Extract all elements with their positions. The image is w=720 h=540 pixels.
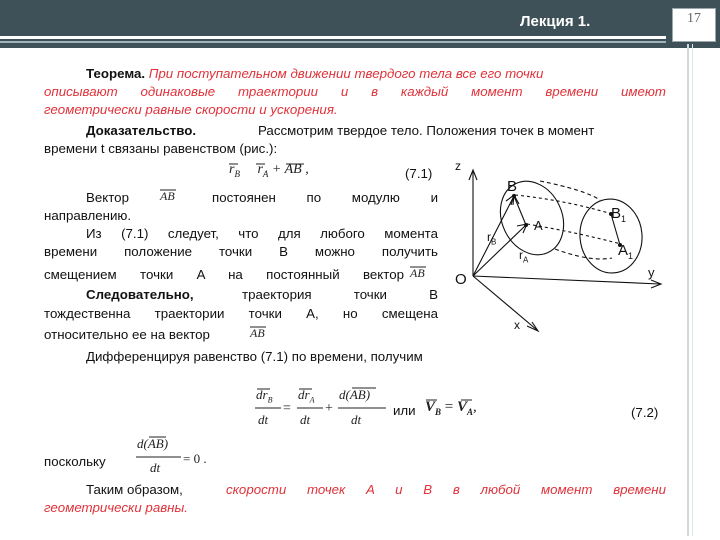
eq72-equals: = bbox=[283, 401, 291, 416]
eq72-label: (7.2) bbox=[631, 405, 659, 420]
eq72-s2: A bbox=[309, 395, 315, 405]
theorem-line-2: описывают одинаковые траектории и в каждый момент времени имеют bbox=[44, 84, 666, 99]
eq71-rb-sub: B bbox=[234, 168, 240, 179]
label-b1-main: B bbox=[611, 205, 622, 222]
eq72-d2: dr bbox=[298, 387, 310, 402]
eq72-frac3-num: d(AB) bbox=[339, 387, 371, 402]
para-therefore: Следовательно, bbox=[86, 287, 194, 302]
para-ab-3: AB bbox=[250, 326, 265, 340]
eq72-vas: A bbox=[467, 407, 474, 417]
para-line-1: постоянен по модулю и bbox=[212, 190, 438, 205]
eq72-s1: B bbox=[267, 395, 273, 405]
theorem-label: Теорема. bbox=[86, 66, 146, 81]
eq72-va: V bbox=[457, 399, 468, 415]
label-b1-sub: 1 bbox=[621, 214, 627, 224]
label-a1 bbox=[618, 242, 633, 265]
eq72-or: или bbox=[393, 403, 416, 418]
point-a bbox=[524, 223, 528, 227]
para-vector-word: Вектор bbox=[86, 190, 129, 205]
label-a1-sub: 1 bbox=[628, 251, 634, 261]
label-z: z bbox=[455, 159, 461, 173]
eq71-ra: r bbox=[257, 162, 263, 177]
eq71-rb: r bbox=[229, 162, 235, 177]
para-ab-1: AB bbox=[160, 189, 175, 203]
page-number: 17 bbox=[672, 8, 716, 42]
since-den: dt bbox=[150, 460, 161, 475]
label-a: A bbox=[534, 218, 543, 233]
conclusion-lead: Таким образом, bbox=[86, 482, 183, 497]
eq72-d1: dr bbox=[256, 387, 268, 402]
para-line-4: времени положение точки B можно получить bbox=[44, 244, 438, 259]
proof-label-text: Доказательство. bbox=[86, 123, 197, 138]
para-line-6: траектория точки B bbox=[242, 287, 438, 302]
theorem-text-1: При поступательном движении твердого тела все его точки bbox=[148, 66, 544, 81]
label-b1 bbox=[611, 205, 626, 228]
eq72-plus: + bbox=[325, 401, 333, 416]
eq72-frac2-den: dt bbox=[300, 412, 311, 427]
proof-line-1: Рассмотрим твердое тело. Положения точек в момент bbox=[258, 123, 595, 138]
label-ra bbox=[519, 246, 528, 269]
since-num: d(AB) bbox=[137, 436, 169, 451]
proof-line-2: времени t связаны равенством (рис.): bbox=[44, 141, 278, 156]
label-b: B bbox=[507, 178, 518, 195]
eq72-comma: , bbox=[473, 399, 477, 415]
y-axis bbox=[473, 276, 660, 284]
trajectory-lower bbox=[555, 249, 612, 259]
eq72-vb: V bbox=[425, 399, 436, 415]
para-line-7: тождественна траектории точки A, но смещена bbox=[44, 306, 438, 321]
eq72-frac3-den: dt bbox=[351, 412, 362, 427]
vector-ab bbox=[514, 196, 526, 225]
para-line-5: смещением точки A на постоянный вектор bbox=[44, 267, 404, 282]
label-ra-sub: A bbox=[523, 255, 529, 265]
label-rb-main: r bbox=[487, 230, 491, 244]
label-origin: O bbox=[455, 271, 467, 288]
eq72-vel-eq: = bbox=[444, 399, 454, 415]
para-line-8: относительно ее на вектор bbox=[44, 327, 210, 342]
para-line-3: Из (7.1) следует, что для любого момента bbox=[86, 226, 438, 241]
eq71-rhs: + AB , bbox=[271, 162, 309, 177]
para-line-2: направлению. bbox=[44, 208, 132, 223]
label-y: y bbox=[648, 265, 655, 280]
x-axis bbox=[473, 276, 537, 330]
para-ab-2: AB bbox=[410, 266, 425, 280]
label-a1-main: A bbox=[618, 242, 629, 259]
conclusion-line-1: скорости точек A и B в любой момент времени bbox=[226, 482, 666, 497]
para-line-9: Дифференцируя равенство (7.1) по времени, получим bbox=[86, 349, 423, 364]
label-rb-sub: B bbox=[491, 237, 497, 247]
label-x: x bbox=[514, 318, 520, 332]
theorem-line-3: геометрически равные скорости и ускорения. bbox=[44, 102, 338, 117]
label-ra-main: r bbox=[519, 248, 523, 262]
eq71-label: (7.1) bbox=[405, 166, 433, 181]
lecture-title: Лекция 1. bbox=[520, 13, 591, 30]
conclusion-line-2: геометрически равны. bbox=[44, 500, 188, 515]
body-position-1 bbox=[489, 171, 575, 265]
label-rb bbox=[487, 228, 496, 251]
eq72-vbs: B bbox=[435, 407, 442, 417]
eq72-frac1-den: dt bbox=[258, 412, 269, 427]
since-rhs: = 0 . bbox=[183, 451, 207, 466]
eq71-ra-sub: A bbox=[262, 168, 269, 179]
since-word: поскольку bbox=[44, 454, 106, 469]
